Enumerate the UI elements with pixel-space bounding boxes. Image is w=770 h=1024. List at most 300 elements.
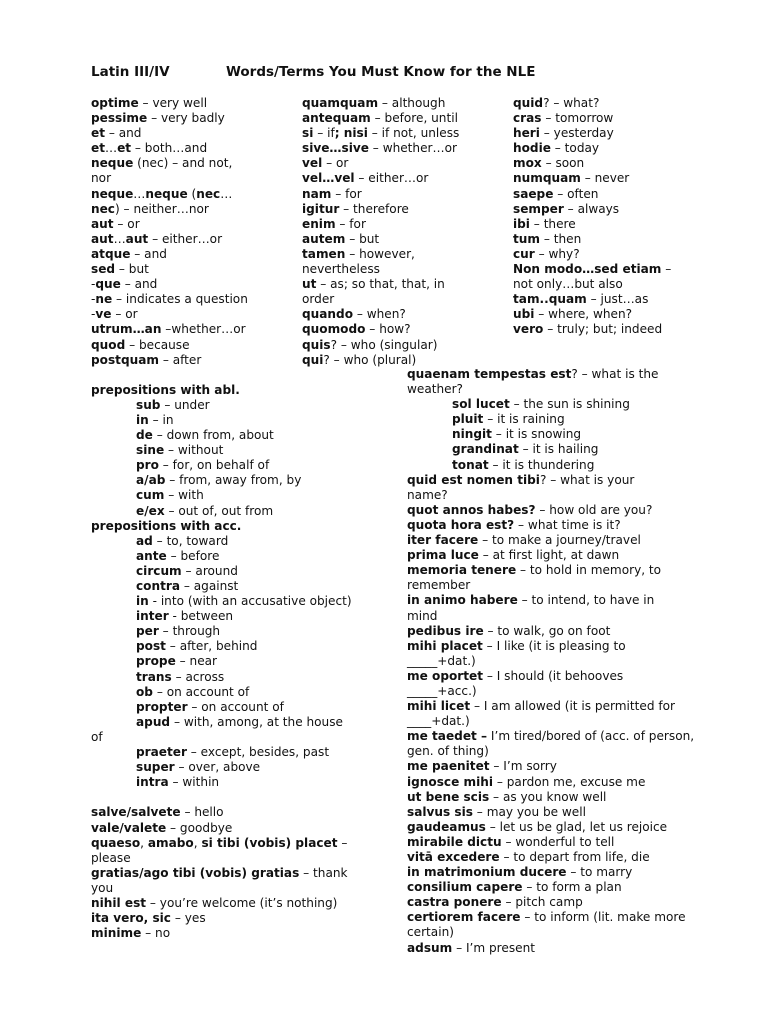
latin-term: in animo habere	[407, 593, 518, 608]
vocab-line	[407, 427, 694, 442]
latin-term: me oportet	[407, 668, 484, 683]
definition-text: – there	[529, 216, 576, 231]
latin-term: ubi	[513, 307, 535, 322]
definition-text: remember	[407, 578, 471, 593]
vocab-line	[407, 744, 694, 759]
definition-text: – although	[378, 96, 446, 110]
vocab-line	[513, 171, 671, 186]
latin-term: et	[91, 141, 105, 156]
definition-text: (	[187, 186, 197, 201]
vocab-line	[513, 187, 671, 202]
latin-term: nec	[91, 201, 115, 216]
vocab-line	[91, 730, 352, 745]
definition-text: – through	[158, 624, 221, 639]
vocab-line	[407, 624, 694, 639]
definition-text: mind	[407, 608, 438, 623]
vocab-line	[407, 397, 694, 412]
definition-text: of	[91, 729, 103, 744]
latin-term: prope	[136, 654, 176, 669]
latin-term: apud	[136, 714, 171, 729]
definition-text: – or	[113, 216, 140, 231]
latin-term: neque	[91, 156, 134, 171]
latin-term: certiorem facere	[407, 910, 521, 925]
definition-text: – in	[148, 412, 174, 427]
definition-text: – on account of	[152, 684, 250, 699]
vocab-column-2	[302, 96, 459, 368]
definition-text: order	[302, 292, 335, 307]
definition-text: – either…or	[148, 231, 223, 246]
definition-text: – after	[158, 352, 202, 367]
vocab-line	[407, 850, 694, 865]
page-title: Words/Terms You Must Know for the NLE	[226, 64, 536, 80]
definition-text: – always	[563, 201, 620, 216]
latin-term: vitā excedere	[407, 850, 500, 864]
latin-term: hodie	[513, 141, 551, 156]
definition-text: – but	[115, 262, 149, 277]
latin-term: praeter	[136, 745, 187, 760]
vocab-line	[407, 684, 694, 699]
definition-text: name?	[407, 487, 448, 502]
definition-text: – to, toward	[152, 533, 229, 548]
vocab-line	[407, 880, 694, 895]
latin-term: aut	[91, 216, 114, 231]
definition-text: –	[337, 835, 348, 850]
spacer	[91, 790, 352, 805]
vocab-line	[407, 593, 694, 608]
definition-text: – except, besides, past	[186, 745, 330, 760]
latin-term: optime	[91, 96, 139, 110]
vocab-line	[513, 111, 671, 126]
vocab-line	[91, 896, 352, 911]
latin-term: numquam	[513, 171, 581, 186]
vocab-line	[91, 519, 352, 534]
latin-term: tum	[513, 231, 540, 246]
latin-term: ne	[95, 292, 113, 307]
definition-text: – as you know well	[489, 789, 607, 804]
latin-term: salve/salvete	[91, 805, 181, 820]
spacer	[91, 368, 352, 383]
definition-text: – to make a journey/travel	[478, 533, 641, 548]
latin-term: vero	[513, 322, 544, 337]
vocab-line	[407, 669, 694, 684]
definition-text: – to walk, go on foot	[483, 623, 611, 638]
definition-text: – goodbye	[166, 820, 233, 835]
definition-text: – to hold in memory, to	[516, 563, 662, 578]
latin-term: castra ponere	[407, 895, 502, 910]
vocab-line	[407, 714, 694, 729]
vocab-line	[302, 277, 459, 292]
vocab-line	[91, 473, 352, 488]
latin-term: antequam	[302, 111, 371, 126]
latin-term: circum	[136, 563, 182, 578]
definition-text: …	[220, 186, 233, 201]
vocab-line	[91, 685, 352, 700]
definition-text: – very badly	[147, 111, 225, 126]
vocab-line	[302, 262, 459, 277]
definition-text: – today	[550, 141, 600, 156]
vocab-line	[407, 654, 694, 669]
latin-term: inter	[136, 609, 169, 624]
vocab-line	[407, 805, 694, 820]
vocab-line	[91, 413, 352, 428]
vocab-line	[407, 820, 694, 835]
vocab-line	[302, 353, 459, 368]
vocab-line	[91, 911, 352, 926]
vocab-line	[407, 367, 694, 382]
course-label: Latin III/IV	[91, 64, 170, 80]
definition-text: – if not, unless	[367, 126, 460, 141]
definition-text: – across	[171, 669, 225, 684]
vocab-line	[302, 292, 459, 307]
latin-term: sed	[91, 262, 116, 277]
vocab-line	[302, 156, 459, 171]
latin-term: cras	[513, 111, 542, 126]
definition-text: –whether…or	[161, 322, 246, 337]
definition-text: – out of, out from	[164, 503, 274, 518]
definition-text: -	[91, 307, 96, 322]
latin-term: consilium capere	[407, 880, 523, 895]
vocab-line	[91, 851, 352, 866]
vocab-line	[91, 775, 352, 790]
vocab-line	[407, 548, 694, 563]
definition-text: – for	[335, 216, 366, 231]
vocab-line	[407, 488, 694, 503]
definition-text: – tomorrow	[541, 111, 614, 126]
definition-text: – soon	[541, 156, 585, 171]
definition-text: – when?	[353, 307, 406, 322]
definition-text: – why?	[534, 246, 580, 261]
latin-term: cum	[136, 488, 165, 503]
definition-text: – or	[322, 156, 349, 171]
vocab-line	[302, 232, 459, 247]
vocab-line	[91, 428, 352, 443]
definition-text: -	[91, 277, 96, 292]
definition-text: – from, away from, by	[165, 473, 302, 488]
definition-text: – truly; but; indeed	[543, 322, 663, 337]
definition-text: – whether…or	[368, 141, 457, 156]
definition-text: – pitch camp	[501, 895, 583, 910]
latin-term: super	[136, 760, 175, 775]
latin-term: ut bene scis	[407, 789, 490, 804]
definition-text: – no	[141, 926, 171, 941]
definition-text: – if	[313, 126, 335, 141]
latin-term: me taedet –	[407, 729, 488, 744]
latin-term: postquam	[91, 352, 159, 367]
latin-term: autem	[302, 231, 346, 246]
vocab-line	[513, 217, 671, 232]
definition-text: – it is snowing	[491, 427, 582, 442]
definition-text: – it is hailing	[518, 442, 599, 457]
latin-term: ante	[136, 548, 167, 563]
latin-term: ningit	[452, 427, 492, 442]
latin-term: aut	[91, 231, 114, 246]
vocab-line	[407, 412, 694, 427]
latin-term: igitur	[302, 201, 340, 216]
definition-text: nor	[91, 171, 112, 186]
definition-text: – either…or	[354, 171, 429, 186]
definition-text: – what time is it?	[514, 517, 621, 532]
definition-text: – to marry	[566, 865, 633, 880]
latin-term: mox	[513, 156, 542, 171]
vocab-line	[513, 202, 671, 217]
vocab-line	[407, 941, 694, 956]
latin-term: ob	[136, 684, 153, 699]
definition-text: – yesterday	[539, 126, 614, 141]
latin-term: quaenam tempestas est	[407, 367, 572, 381]
definition-text: - between	[168, 609, 234, 624]
vocab-column-3	[513, 96, 671, 338]
definition-text: ,	[140, 835, 148, 850]
latin-term: ve	[95, 307, 112, 322]
definition-text: …	[133, 186, 146, 201]
definition-text: – against	[180, 579, 239, 593]
latin-term: nam	[302, 186, 332, 201]
latin-term: trans	[136, 669, 172, 684]
latin-term: que	[95, 277, 121, 292]
latin-term: vel…vel	[302, 171, 355, 186]
vocab-line	[407, 699, 694, 714]
definition-text: – how?	[365, 322, 411, 337]
vocab-line	[513, 277, 671, 292]
vocab-line	[407, 458, 694, 473]
latin-term: in matrimonium ducere	[407, 865, 567, 880]
definition-text: – and	[104, 126, 142, 141]
definition-text: – pardon me, excuse me	[493, 774, 646, 789]
latin-term: utrum…an	[91, 322, 162, 337]
vocab-line	[91, 745, 352, 760]
latin-term: nihil est	[91, 895, 147, 910]
vocab-line	[407, 865, 694, 880]
definition-text: weather?	[407, 382, 463, 397]
definition-text: nevertheless	[302, 262, 380, 277]
latin-term: memoria tenere	[407, 563, 517, 578]
latin-term: qui	[302, 352, 324, 367]
vocab-column-4	[407, 367, 694, 956]
vocab-line	[513, 322, 671, 337]
definition-text: please	[91, 850, 131, 865]
vocab-line	[91, 458, 352, 473]
latin-term: ita vero, sic	[91, 911, 171, 926]
definition-text: – to inform (lit. make more	[520, 910, 686, 925]
vocab-line	[91, 534, 352, 549]
latin-term: ignosce mihi	[407, 774, 494, 789]
latin-term: pluit	[452, 412, 484, 427]
vocab-line	[407, 639, 694, 654]
latin-term: semper	[513, 201, 564, 216]
latin-term: amabo	[147, 835, 194, 850]
definition-text: – it is raining	[483, 412, 565, 427]
latin-term: quod	[91, 337, 126, 352]
latin-term: tamen	[302, 246, 346, 261]
definition-text: – wonderful to tell	[501, 834, 615, 849]
vocab-line	[407, 473, 694, 488]
definition-text: – however,	[345, 246, 415, 261]
latin-term: atque	[91, 246, 131, 261]
latin-term: pro	[136, 458, 159, 473]
vocab-line	[513, 156, 671, 171]
vocab-line	[513, 232, 671, 247]
vocab-line	[302, 217, 459, 232]
latin-term: ; nisi	[334, 126, 368, 141]
latin-term: si tibi (vobis) placet	[201, 835, 338, 850]
definition-text: – you’re welcome (it’s nothing)	[146, 895, 338, 910]
vocab-line	[513, 141, 671, 156]
latin-term: adsum	[407, 940, 453, 955]
definition-text: I’m tired/bored of (acc. of person,	[487, 729, 695, 744]
definition-text: ) – neither…nor	[114, 201, 209, 216]
latin-term: pessime	[91, 111, 148, 126]
vocab-line	[513, 292, 671, 307]
definition-text: – after, behind	[165, 639, 258, 654]
definition-text: certain)	[407, 925, 454, 940]
latin-term: me paenitet	[407, 759, 490, 774]
definition-text: – over, above	[174, 760, 261, 775]
vocab-line	[91, 488, 352, 503]
definition-text: – I am allowed (it is permitted for	[470, 699, 675, 714]
latin-term: prepositions with abl.	[91, 382, 240, 397]
latin-term: mihi placet	[407, 638, 483, 653]
definition-text: – therefore	[339, 201, 409, 216]
definition-text: ? – what?	[543, 96, 600, 110]
vocab-line	[91, 624, 352, 639]
vocab-line	[91, 383, 352, 398]
definition-text: – or	[111, 307, 138, 322]
latin-term: neque	[145, 186, 188, 201]
latin-term: ibi	[513, 216, 530, 231]
vocab-line	[302, 338, 459, 353]
latin-term: minime	[91, 926, 142, 941]
latin-term: quot annos habes?	[407, 502, 536, 517]
vocab-line	[513, 96, 671, 111]
vocab-line	[91, 881, 352, 896]
definition-text: – for, on behalf of	[158, 458, 270, 473]
vocab-line	[91, 715, 352, 730]
latin-term: prepositions with acc.	[91, 518, 242, 533]
vocab-line	[407, 533, 694, 548]
latin-term: quamquam	[302, 96, 379, 110]
latin-term: in	[136, 412, 149, 427]
vocab-line	[91, 760, 352, 775]
vocab-line	[302, 202, 459, 217]
definition-text: ? – who (singular)	[330, 337, 438, 352]
definition-text: – I’m sorry	[489, 759, 557, 774]
definition-text: – just…as	[586, 292, 649, 307]
vocab-line	[407, 729, 694, 744]
vocab-line	[302, 126, 459, 141]
vocab-line	[302, 96, 459, 111]
latin-term: iter facere	[407, 533, 479, 548]
vocab-line	[407, 910, 694, 925]
vocab-line	[302, 141, 459, 156]
definition-text: – around	[181, 563, 238, 578]
latin-term: de	[136, 428, 153, 443]
vocab-line	[407, 790, 694, 805]
latin-term: aut	[125, 231, 149, 246]
definition-text: – with	[164, 488, 204, 503]
latin-term: quid est nomen tibi	[407, 472, 540, 487]
definition-text: ____+dat.)	[407, 714, 470, 729]
latin-term: cur	[513, 246, 535, 261]
definition-text: you	[91, 880, 114, 895]
latin-term: quis	[302, 337, 331, 352]
vocab-line	[91, 805, 352, 820]
definition-text: – yes	[170, 911, 206, 926]
definition-text: – near	[175, 654, 218, 669]
definition-text: – under	[160, 397, 210, 412]
vocab-line	[407, 503, 694, 518]
definition-text: – and	[130, 246, 167, 261]
latin-term: mihi licet	[407, 699, 471, 714]
vocab-line	[407, 442, 694, 457]
definition-text: not only…but also	[513, 277, 623, 292]
latin-term: tam..quam	[513, 292, 587, 307]
vocab-line	[91, 836, 352, 851]
latin-term: quando	[302, 307, 354, 322]
latin-term: in	[136, 594, 149, 609]
latin-term: sine	[136, 443, 165, 458]
latin-term: propter	[136, 699, 188, 714]
vocab-line	[302, 247, 459, 262]
definition-text: – with, among, at the house	[170, 714, 343, 729]
vocab-line	[91, 504, 352, 519]
vocab-line	[407, 382, 694, 397]
definition-text: – to depart from life, die	[499, 850, 650, 864]
definition-text: – before	[166, 548, 220, 563]
definition-text: – for	[331, 186, 362, 201]
vocab-line	[91, 443, 352, 458]
definition-text: – let us be glad, let us rejoice	[485, 819, 668, 834]
latin-term: vale/valete	[91, 820, 167, 835]
vocab-line	[91, 398, 352, 413]
vocab-line	[302, 187, 459, 202]
latin-term: ut	[302, 277, 317, 292]
definition-text: – thank	[299, 865, 348, 880]
latin-term: salvus sis	[407, 804, 473, 819]
vocab-line	[91, 564, 352, 579]
definition-text: – without	[164, 443, 224, 458]
latin-term: mirabile dictu	[407, 834, 502, 849]
vocab-line	[513, 262, 671, 277]
definition-text: – I’m present	[452, 940, 535, 955]
vocab-line	[407, 518, 694, 533]
definition-text: – but	[345, 231, 380, 246]
definition-text: ? – what is your	[539, 472, 635, 487]
vocab-line	[407, 609, 694, 624]
definition-text: gen. of thing)	[407, 744, 489, 759]
definition-text: – hello	[180, 805, 224, 820]
definition-text: – to intend, to have in	[517, 593, 655, 608]
definition-text: (nec) – and not,	[133, 156, 233, 171]
vocab-line	[91, 594, 352, 609]
latin-term: quota hora est?	[407, 517, 515, 532]
definition-text: …	[104, 141, 118, 156]
latin-term: gratias/ago tibi (vobis) gratias	[91, 865, 300, 880]
vocab-line	[302, 111, 459, 126]
definition-text: ? – what is the	[571, 367, 659, 381]
definition-text: – before, until	[370, 111, 458, 126]
latin-term: pedibus ire	[407, 623, 484, 638]
vocab-line	[91, 670, 352, 685]
definition-text: – I like (it is pleasing to	[482, 638, 626, 653]
definition-text: _____+dat.)	[407, 653, 476, 668]
latin-term: heri	[513, 126, 540, 141]
vocab-line	[513, 126, 671, 141]
vocab-line	[91, 821, 352, 836]
definition-text: – because	[125, 337, 190, 352]
vocab-line	[407, 895, 694, 910]
vocab-line	[91, 866, 352, 881]
latin-term: e/ex	[136, 503, 165, 518]
